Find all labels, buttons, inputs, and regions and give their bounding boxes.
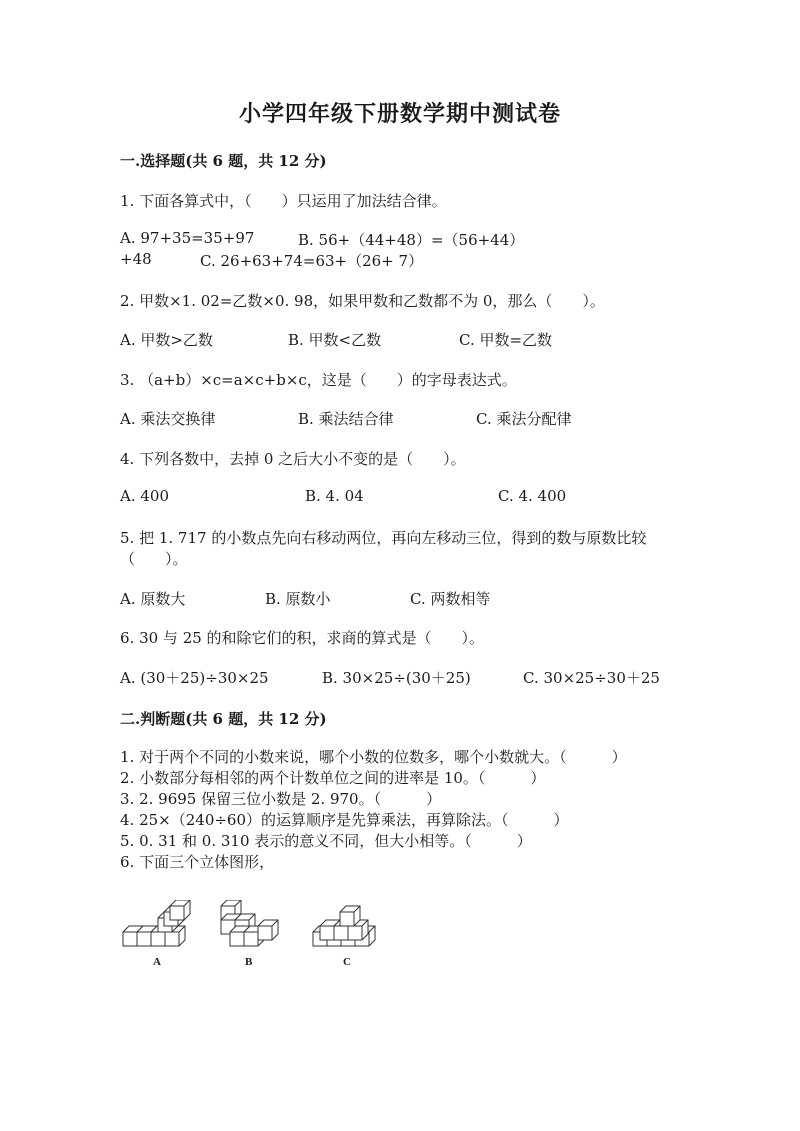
question-6-option-b: B. 30×25÷(30＋25) [322, 669, 471, 687]
figure-a-shape [123, 900, 190, 946]
question-1-option-b-continued: +48 [120, 250, 152, 268]
question-5-stem-continued: （ ）。 [120, 550, 188, 568]
question-6-option-a: A. (30＋25)÷30×25 [120, 669, 269, 687]
question-2-option-b: B. 甲数<乙数 [288, 331, 382, 349]
question-3-stem: 3. （a+b）×c=a×c+b×c，这是（ ）的字母表达式。 [120, 371, 517, 389]
judgment-item-3: 3. 2. 9695 保留三位小数是 2. 970。（ ） [120, 790, 442, 808]
question-5-option-a: A. 原数大 [120, 590, 186, 608]
question-4-option-a: A. 400 [120, 487, 169, 505]
question-3-option-a: A. 乘法交换律 [120, 410, 216, 428]
question-4-option-c: C. 4. 400 [498, 487, 567, 505]
question-5-option-b: B. 原数小 [265, 590, 331, 608]
judgment-item-6: 6. 下面三个立体图形， [120, 853, 275, 871]
cube-figures-drawing [118, 900, 398, 950]
question-4-option-b: B. 4. 04 [305, 487, 364, 505]
question-1-option-a: A. 97+35=35+97 [120, 229, 255, 247]
question-5-stem: 5. 把 1. 717 的小数点先向右移动两位，再向左移动三位，得到的数与原数比较 [120, 529, 647, 547]
judgment-item-2: 2. 小数部分每相邻的两个计数单位之间的进率是 10。（ ） [120, 769, 546, 787]
figure-a-label: A [153, 956, 161, 968]
figure-c-label: C [343, 956, 351, 968]
question-3-option-b: B. 乘法结合律 [298, 410, 394, 428]
section-heading-judgment: 二.判断题(共 6 题，共 12 分) [120, 710, 327, 728]
figure-b-shape [221, 900, 278, 946]
figure-c-shape [313, 906, 375, 946]
question-2-option-c: C. 甲数=乙数 [459, 331, 553, 349]
question-6-stem: 6. 30 与 25 的和除它们的积，求商的算式是（ ）。 [120, 629, 485, 647]
question-1-stem: 1. 下面各算式中，（ ）只运用了加法结合律。 [120, 192, 447, 210]
question-6-option-c: C. 30×25÷30＋25 [523, 669, 660, 687]
question-1-option-c: C. 26+63+74=63+（26+ 7） [200, 252, 424, 270]
question-2-stem: 2. 甲数×1. 02=乙数×0. 98，如果甲数和乙数都不为 0，那么（ ）。 [120, 292, 605, 310]
figure-b-label: B [245, 956, 253, 968]
question-1-option-b: B. 56+（44+48）=（56+44） [298, 231, 525, 249]
judgment-item-1: 1. 对于两个不同的小数来说，哪个小数的位数多，哪个小数就大。（ ） [120, 748, 627, 766]
section-heading-choice: 一.选择题(共 6 题，共 12 分) [120, 152, 327, 170]
cube-figures [118, 900, 398, 975]
question-3-option-c: C. 乘法分配律 [476, 410, 572, 428]
question-5-option-c: C. 两数相等 [410, 590, 491, 608]
question-4-stem: 4. 下列各数中，去掉 0 之后大小不变的是（ ）。 [120, 450, 466, 468]
judgment-item-4: 4. 25×（240÷60）的运算顺序是先算乘法，再算除法。（ ） [120, 811, 569, 829]
page-title: 小学四年级下册数学期中测试卷 [238, 101, 561, 127]
judgment-item-5: 5. 0. 31 和 0. 310 表示的意义不同，但大小相等。（ ） [120, 832, 532, 850]
question-2-option-a: A. 甲数>乙数 [120, 331, 213, 349]
